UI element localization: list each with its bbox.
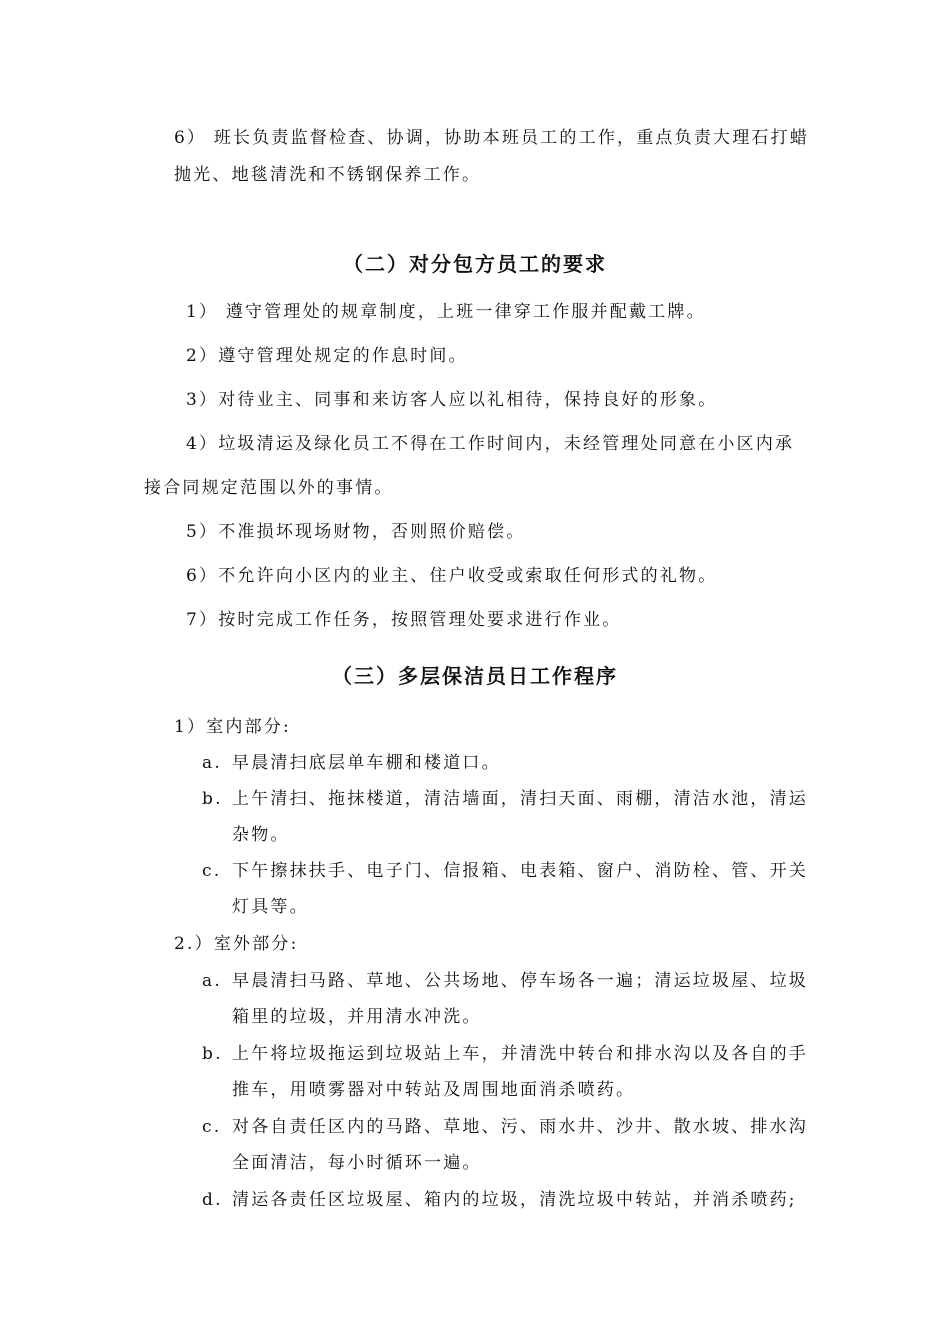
indoor-item-a-text: 早晨清扫底层单车棚和楼道口。 — [232, 753, 501, 773]
section-2-item-4-line-1: 4）垃圾清运及绿化员工不得在工作时间内，未经管理处同意在小区内承 — [186, 434, 795, 454]
intro-item-6-line-1: 6） 班长负责监督检查、协调，协助本班员工的工作，重点负责大理石打蜡 — [174, 128, 810, 148]
section-3-title: （三）多层保洁员日工作程序 — [332, 664, 618, 688]
outdoor-item-a-text-line-1: 早晨清扫马路、草地、公共场地、停车场各一遍；清运垃圾屋、垃圾 — [232, 971, 808, 991]
section-2-item-7: 7）按时完成工作任务，按照管理处要求进行作业。 — [186, 610, 622, 630]
outdoor-item-c-marker: c. — [202, 1117, 222, 1137]
section-2-item-5: 5）不准损坏现场财物，否则照价赔偿。 — [186, 522, 526, 542]
indoor-item-c-marker: c. — [202, 861, 222, 881]
indoor-item-b-marker: b. — [202, 789, 223, 809]
section-2-item-3: 3）对待业主、同事和来访客人应以礼相待，保持良好的形象。 — [186, 390, 718, 410]
indoor-label: 1）室内部分: — [174, 717, 291, 737]
outdoor-item-c-text-line-1: 对各自责任区内的马路、草地、污、雨水井、沙井、散水坡、排水沟 — [232, 1117, 808, 1137]
outdoor-item-a-marker: a. — [202, 971, 222, 991]
indoor-item-a-marker: a. — [202, 753, 222, 773]
section-2-title: （二）对分包方员工的要求 — [343, 252, 607, 276]
outdoor-item-d-marker: d. — [202, 1190, 223, 1210]
indoor-item-c-text-line-2: 灯具等。 — [232, 897, 309, 917]
outdoor-item-b-marker: b. — [202, 1044, 223, 1064]
outdoor-item-a-text-line-2: 箱里的垃圾，并用清水冲洗。 — [232, 1007, 482, 1027]
indoor-item-c-text-line-1: 下午擦抹扶手、电子门、信报箱、电表箱、窗户、消防栓、管、开关 — [232, 861, 808, 881]
outdoor-item-d-text: 清运各责任区垃圾屋、箱内的垃圾，清洗垃圾中转站，并消杀喷药; — [232, 1190, 797, 1210]
section-2-item-4-line-2: 接合同规定范围以外的事情。 — [144, 478, 394, 498]
outdoor-item-b-text-line-1: 上午将垃圾拖运到垃圾站上车，并清洗中转台和排水沟以及各自的手 — [232, 1044, 808, 1064]
outdoor-item-b-text-line-2: 推车，用喷雾器对中转站及周围地面消杀喷药。 — [232, 1080, 636, 1100]
section-2-item-2: 2）遵守管理处规定的作息时间。 — [186, 346, 468, 366]
section-2-item-6: 6）不允许向小区内的业主、住户收受或索取任何形式的礼物。 — [186, 566, 718, 586]
indoor-item-b-text-line-2: 杂物。 — [232, 825, 290, 845]
intro-item-6-line-2: 抛光、地毯清洗和不锈钢保养工作。 — [174, 165, 482, 185]
outdoor-label: 2.）室外部分: — [174, 934, 299, 954]
outdoor-item-c-text-line-2: 全面清洁，每小时循环一遍。 — [232, 1153, 482, 1173]
indoor-item-b-text-line-1: 上午清扫、拖抹楼道，清洁墙面，清扫天面、雨棚，清洁水池，清运 — [232, 789, 808, 809]
section-2-item-1: 1） 遵守管理处的规章制度，上班一律穿工作服并配戴工牌。 — [186, 302, 706, 322]
